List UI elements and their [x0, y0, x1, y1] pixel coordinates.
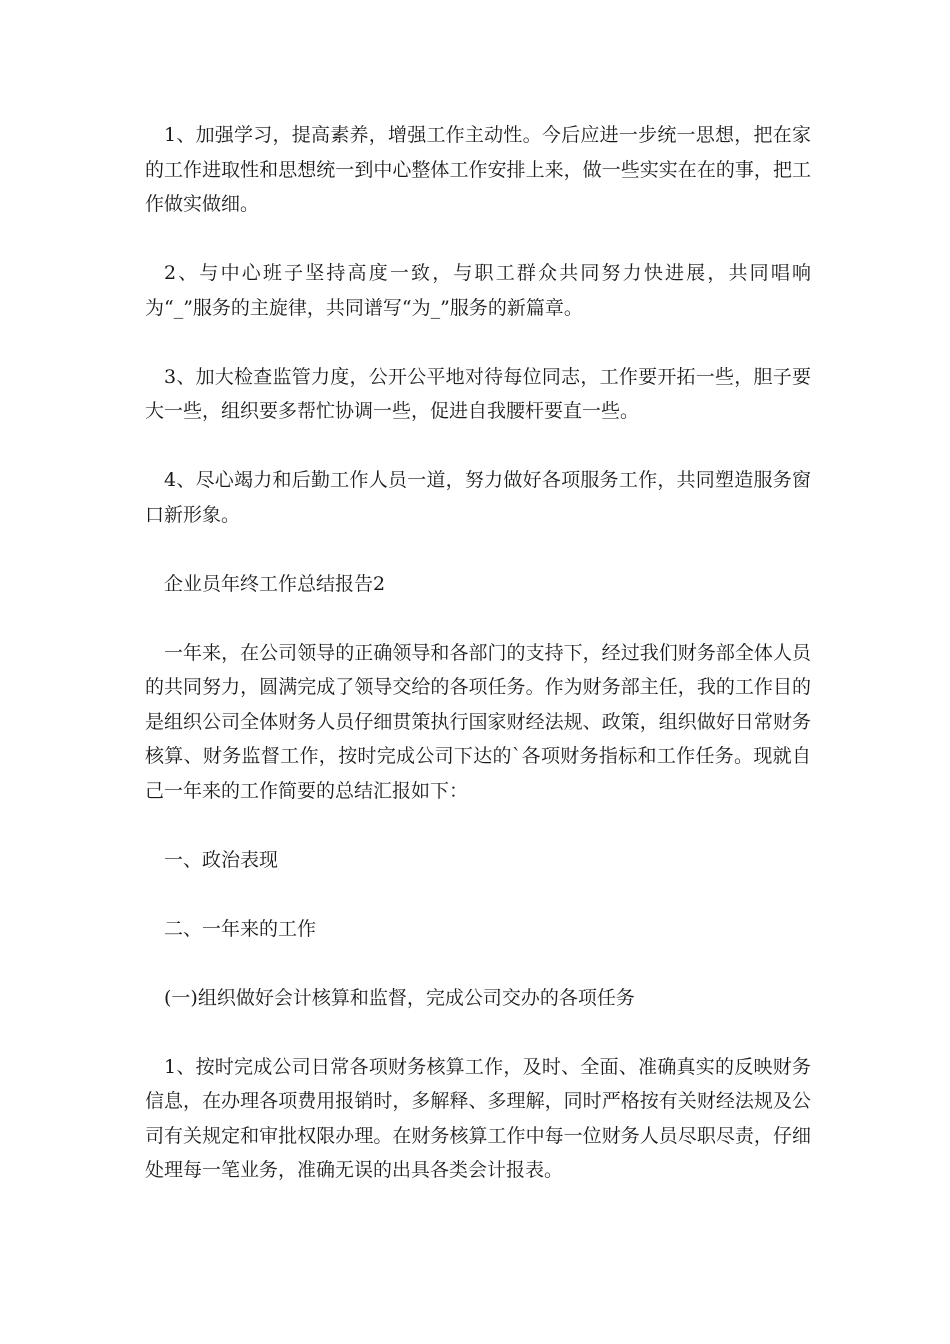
subheading-accounting: (一)组织做好会计核算和监督，完成公司交办的各项任务: [164, 986, 635, 1009]
paragraph-point-4: 4、尽心竭力和后勤工作人员一道，努力做好各项服务工作，共同塑造服务窗口新形象。: [145, 469, 811, 526]
paragraph-accounting-1: 1、按时完成公司日常各项财务核算工作，及时、全面、准确真实的反映财务信息，在办理各项费用报销时，多解释、多理解，同时严格按有关财经法规及公司有关规定和审批权限办理。在财务核算工作中每一位财务人员尽职尽责，仔细处理每一笔业务，准确无误的出具各类会计报表。: [145, 1055, 811, 1181]
document-body: [145, 118, 811, 1222]
heading-work: 二、一年来的工作: [164, 917, 317, 940]
paragraph-point-2: 2、与中心班子坚持高度一致，与职工群众共同努力快进展，共同唱响为“_”服务的主旋律，共同谱写“为_”服务的新篇章。: [145, 262, 811, 319]
paragraph-intro: 一年来，在公司领导的正确领导和各部门的支持下，经过我们财务部全体人员的共同努力，圆满完成了领导交给的各项任务。作为财务部主任，我的工作目的是组织公司全体财务人员仔细贯策执行国家财经法规、政策，组织做好日常财务核算、财务监督工作，按时完成公司下达的`各项财务指标和工作任务。现就自己一年来的工作简要的总结汇报如下：: [145, 641, 811, 802]
heading-political: 一、政治表现: [164, 848, 279, 871]
paragraph-point-1: 1、加强学习，提高素养，增强工作主动性。今后应进一步统一思想，把在家的工作进取性和思想统一到中心整体工作安排上来，做一些实实在在的事，把工作做实做细。: [145, 124, 811, 215]
paragraph-point-3: 3、加大检查监管力度，公开公平地对待每位同志，工作要开拓一些，胆子要大一些，组织要多帮忙协调一些，促进自我腰杆要直一些。: [145, 365, 811, 422]
section-title: 企业员年终工作总结报告2: [164, 572, 386, 595]
